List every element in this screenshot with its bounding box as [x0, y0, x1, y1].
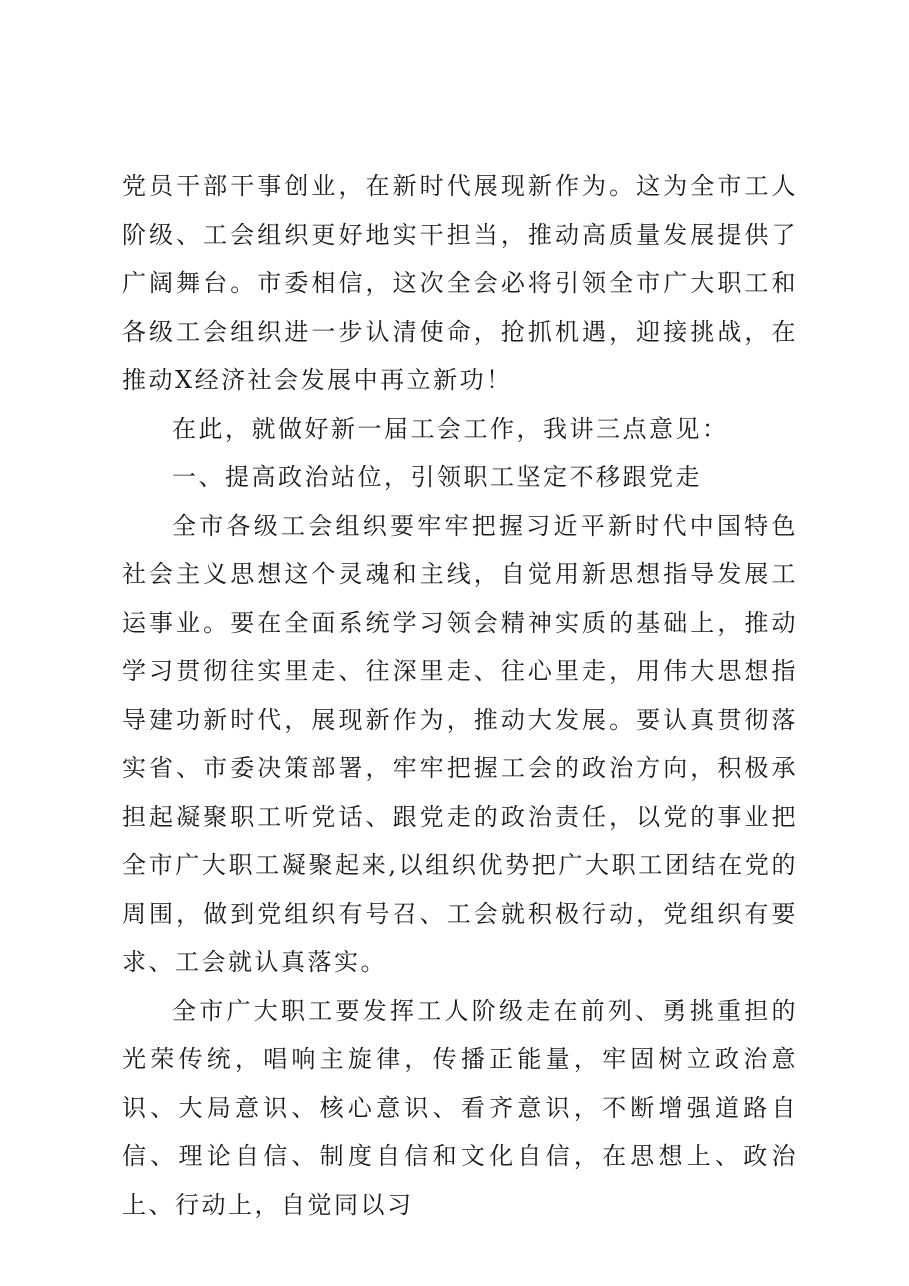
- paragraph-continuation: 党员干部干事创业，在新时代展现新作为。这为全市工人阶级、工会组织更好地实干担当，推动高质量发展提供了广阔舞台。市委相信，这次全会必将引领全市广大职工和各级工会组织进一步认清使命，抢抓机遇，迎接挑战，在推动X经济社会发展中再立新功！: [122, 172, 798, 394]
- paragraph-body: 全市广大职工要发挥工人阶级走在前列、勇挑重担的光荣传统，唱响主旋律，传播正能量，牢固树立政治意识、大局意识、核心意识、看齐意识，不断增强道路自信、理论自信、制度自信和文化自信，在思想上、政治上、行动上，自觉同以习: [122, 996, 798, 1219]
- document-body: [122, 162, 798, 1229]
- section-heading: 一、提高政治站位，引领职工坚定不移跟党走: [172, 463, 702, 491]
- paragraph-intro: 在此，就做好新一届工会工作，我讲三点意见：: [172, 414, 729, 443]
- paragraph-body: 全市各级工会组织要牢牢把握习近平新时代中国特色社会主义思想这个灵魂和主线，自觉用新思想指导发展工运事业。要在全面系统学习领会精神实质的基础上，推动学习贯彻往实里走、往深里走、往心里走，用伟大思想指导建功新时代，展现新作为，推动大发展。要认真贯彻落实省、市委决策部署，牢牢把握工会的政治方向，积极承担起凝聚职工听党话、跟党走的政治责任，以党的事业把全市广大职工凝聚起来,以组织优势把广大职工团结在党的周围，做到党组织有号召、工会就积极行动，党组织有要求、工会就认真落实。: [122, 511, 798, 976]
